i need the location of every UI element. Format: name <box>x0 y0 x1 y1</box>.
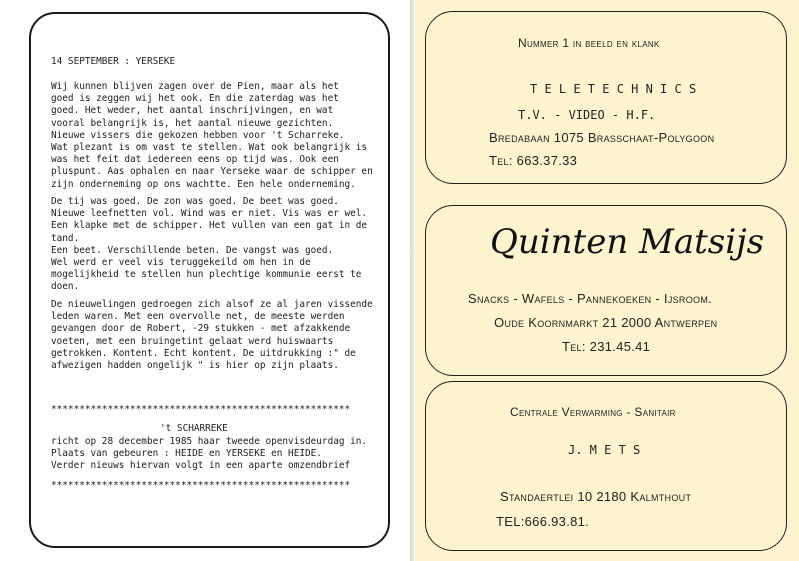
ad1-phone: Tel: 663.37.33 <box>489 153 578 168</box>
ad3-phone: TEL:666.93.81. <box>496 514 590 529</box>
article-paragraph-1: Wij kunnen blijven zagen over de Pien, maar als het goed is zeggen wij het ook. En die zaterdag was het goed. Het weder, het aantal inschrijvingen, en wat vooral belangrijk is, het aantal nieuwe gezichten. Nieuwe vissers die gekozen hebben voor 't Scharreke. Wat plezant is om vast te stellen. Wat ook belangrijk is was het feit dat iedereen eens op tijd was. Ook een pluspunt. Aas ophalen en naar Yerseke waar de schipper en zijn onderneming op ons wachtte. Een hele onderneming. <box>51 81 373 190</box>
separator-line-bottom: ***************************************************** <box>51 480 351 491</box>
notice-body: richt op 28 december 1985 haar tweede openvisdeurdag in. Plaats van gebeuren : HEIDE en YERSEKE en HEIDE. Verder nieuws hiervan volgt in een aparte omzendbrief <box>51 436 368 472</box>
ad2-name: Quinten Matsijs <box>490 222 765 262</box>
article-paragraph-3: De nieuwelingen gedroegen zich alsof ze al jaren vissende leden waren. Met een overvolle net, de meeste werden gevangen door de Robert, -29 stukken - met afzakkende voeten, met een bruingetint gelaat werd huiswaarts getrokken. Kontent. Echt kontent. De uitdrukking :" de afwezigen hadden ongelijk " is hier op zijn plaats. <box>51 299 373 372</box>
ad2-address: Oude Koornmarkt 21 2000 Antwerpen <box>494 315 718 330</box>
ad1-name: T E L E T E C H N I C S <box>530 82 697 96</box>
separator-line-top: ***************************************************** <box>51 404 351 415</box>
ad1-services: T.V. - VIDEO - H.F. <box>518 108 656 122</box>
ad1-address: Bredabaan 1075 Brasschaat-Polygoon <box>489 130 715 145</box>
notice-title: 't SCHARREKE <box>160 423 228 434</box>
ad3-services: Centrale Verwarming - Sanitair <box>510 405 676 419</box>
ad2-phone: Tel: 231.45.41 <box>562 339 651 354</box>
ad3-address: Standaertlei 10 2180 Kalmthout <box>500 489 692 504</box>
ad2-services: Snacks - Wafels - Pannekoeken - Ijsroom. <box>468 291 713 306</box>
article-paragraph-2: De tij was goed. De zon was goed. De beet was goed. Nieuwe leefnetten vol. Wind was er niet. Vis was er wel. Een klapke met de schipper. Het vullen van een gat in de tand. Een beet. Verschillende beten. De vangst was goed. Wel werd er veel vis teruggekeild om hen in de mogelijkheid te stellen hun plechtige kommunie eerst te doen. <box>51 196 368 293</box>
article-heading: 14 SEPTEMBER : YERSEKE <box>51 56 176 67</box>
ad1-headline: Nummer 1 in beeld en klank <box>518 36 660 50</box>
ad3-name: J. M E T S <box>568 443 641 457</box>
